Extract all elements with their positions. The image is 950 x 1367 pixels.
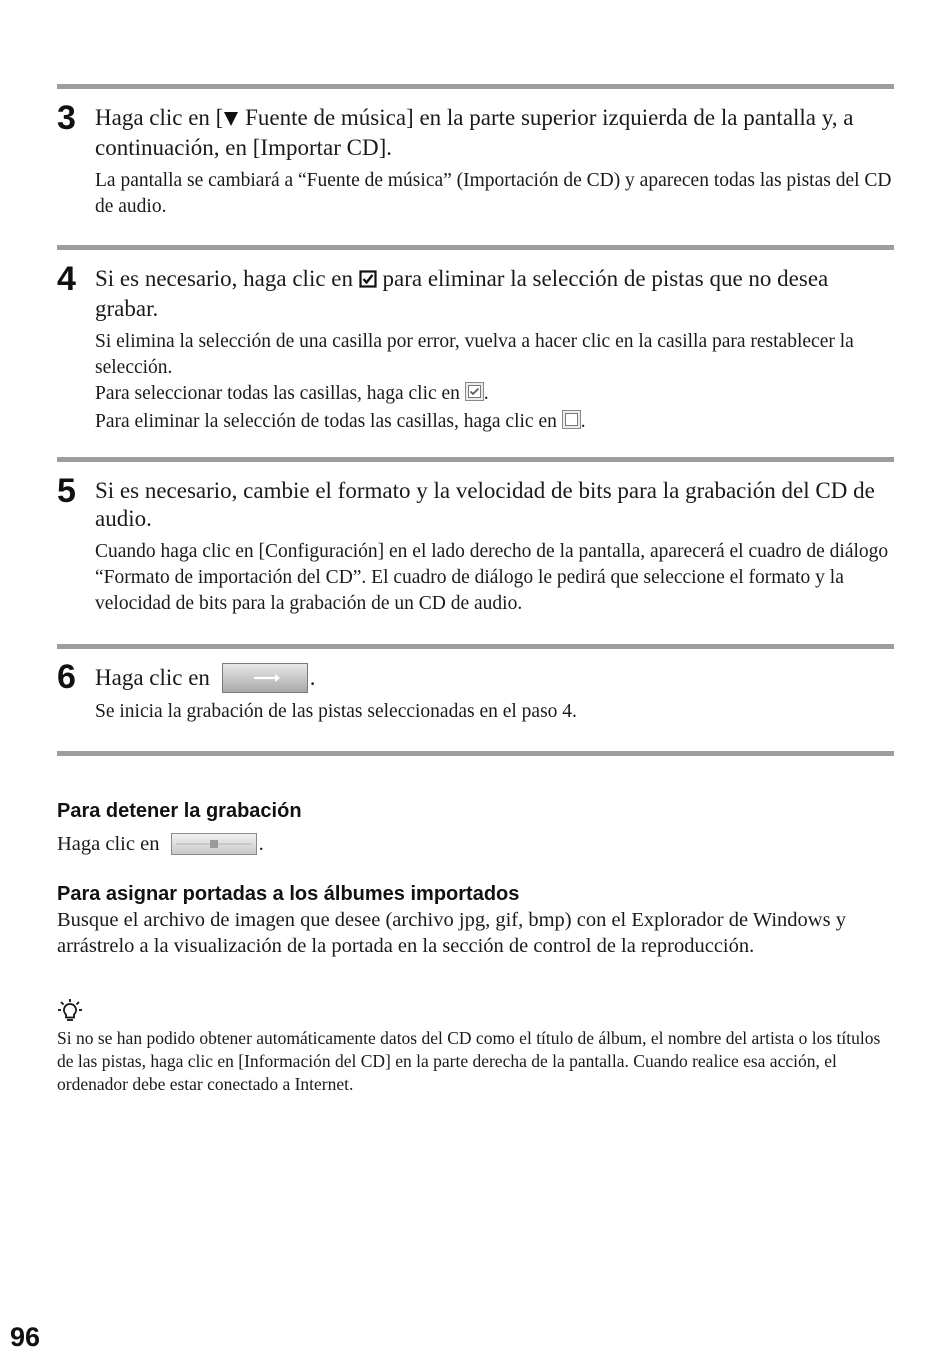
step-number: 5: [57, 472, 76, 510]
tip-text: Si no se han podido obtener automáticamente datos del CD como el título de álbum, el nombre del artista o los títulos de las pistas, haga clic en [Información del CD] en la parte derecha de la pantalla. Cuando realice esa acción, el ordenador debe estar conectado a Internet.: [57, 1028, 881, 1094]
lightbulb-icon: [57, 998, 83, 1029]
step-detail: Si elimina la selección de una casilla por error, vuelva a hacer clic en la casilla para restablecer la selección. Para seleccionar todas las casillas, haga clic en . Para eliminar la selección de todas las casillas, haga clic en .: [95, 329, 897, 437]
step-detail: La pantalla se cambiará a “Fuente de música” (Importación de CD) y aparecen todas las pistas del CD de audio.: [95, 170, 892, 217]
step-number: 3: [57, 99, 76, 137]
assign-covers-heading: Para asignar portadas a los álbumes importados: [57, 883, 520, 905]
deselect-all-checkbox-icon: [562, 410, 581, 437]
step-number: 6: [57, 658, 76, 696]
step-detail: Cuando haga clic en [Configuración] en el lado derecho de la pantalla, aparecerá el cuadro de diálogo “Formato de importación del CD”. El cuadro de diálogo le pedirá que seleccione el formato y la velocidad de bits para la grabación de un CD de audio.: [95, 541, 889, 614]
assign-covers-text: Busque el archivo de imagen que desee (archivo jpg, gif, bmp) con el Explorador de Windows y arrástrelo a la visualización de la portada en la sección de control de la reproducción.: [57, 909, 846, 957]
section-rule: [57, 457, 894, 462]
section-rule: [57, 84, 894, 89]
step-instruction: Haga clic en [ Fuente de música] en la parte superior izquierda de la pantalla y, a continuación, en [Importar CD].: [95, 105, 854, 160]
section-rule: [57, 644, 894, 649]
step-instruction: Si es necesario, cambie el formato y la velocidad de bits para la grabación del CD de audio.: [95, 478, 875, 531]
step-5: [57, 472, 897, 617]
step-6: [57, 658, 897, 725]
step-4: [57, 260, 897, 437]
triangle-down-icon: [223, 106, 239, 134]
checkbox-checked-icon: [359, 267, 377, 295]
section-rule: [57, 245, 894, 250]
stop-button-icon: [171, 833, 257, 855]
step-instruction: Haga clic en .: [95, 663, 897, 693]
stop-recording-heading: Para detener la grabación: [57, 800, 302, 822]
step-number: 4: [57, 260, 76, 298]
section-rule: [57, 751, 894, 756]
page-number: 96: [10, 1322, 41, 1352]
select-all-checkbox-icon: [465, 382, 484, 409]
step-detail: Se inicia la grabación de las pistas seleccionadas en el paso 4.: [95, 701, 577, 722]
start-import-button-icon: [222, 663, 308, 693]
step-instruction: Si es necesario, haga clic en para eliminar la selección de pistas que no desea grabar.: [95, 266, 829, 321]
step-3: [57, 99, 897, 220]
stop-recording-text: Haga clic en .: [57, 833, 264, 855]
